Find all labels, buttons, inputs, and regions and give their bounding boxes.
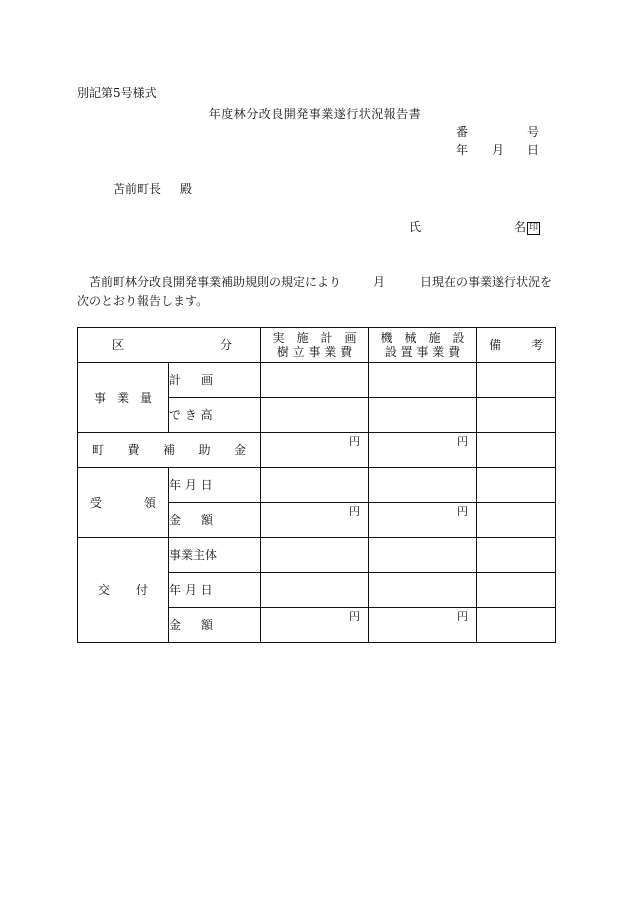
delivery-amount-cell-1[interactable]: [261, 608, 369, 643]
body-line-1-end: 日現在の事業遂行状況を: [420, 275, 553, 289]
subsidy-cell-3[interactable]: [477, 433, 556, 468]
yen-unit: 円: [457, 435, 468, 448]
addressee-honorific: 殿: [180, 182, 193, 196]
project-volume-label: 事 業 量: [78, 363, 169, 433]
delivery-label: 交 付: [78, 538, 169, 643]
table-row: [78, 468, 556, 503]
receipt-amount-label: 金 額: [169, 503, 261, 538]
number-label: 番: [456, 125, 469, 139]
applicant-name-field: [514, 218, 540, 235]
yen-unit: 円: [457, 610, 468, 623]
report-table: [77, 327, 556, 643]
date-month-label: 月: [492, 143, 505, 157]
receipt-date-label: 年 月 日: [169, 468, 261, 503]
entity-cell-1[interactable]: [261, 538, 369, 573]
yen-unit: 円: [457, 505, 468, 518]
yen-unit: 円: [349, 610, 360, 623]
receipt-date-cell-3[interactable]: [477, 468, 556, 503]
delivery-date-cell-1[interactable]: [261, 573, 369, 608]
yen-unit: 円: [349, 505, 360, 518]
applicant-name-prefix: 氏: [409, 220, 422, 234]
header-remarks: 備 考: [477, 328, 556, 363]
delivery-date-cell-2[interactable]: [369, 573, 477, 608]
header-category: 区 分: [78, 328, 261, 363]
table-row: [78, 538, 556, 573]
addressee-name: 苫前町長: [113, 182, 162, 196]
receipt-date-cell-1[interactable]: [261, 468, 369, 503]
number-suffix: 号: [527, 125, 540, 139]
plan-label: 計 画: [169, 363, 261, 398]
entity-cell-2[interactable]: [369, 538, 477, 573]
receipt-amount-cell-2[interactable]: [369, 503, 477, 538]
plan-cell-1[interactable]: [261, 363, 369, 398]
date-year-label: 年: [456, 143, 469, 157]
yen-unit: 円: [349, 435, 360, 448]
receipt-amount-cell-1[interactable]: [261, 503, 369, 538]
delivery-date-cell-3[interactable]: [477, 573, 556, 608]
entity-cell-3[interactable]: [477, 538, 556, 573]
table-header-row: [78, 328, 556, 363]
form-number: 別記第5号様式: [77, 86, 157, 100]
body-month: 月: [373, 275, 386, 289]
receipt-amount-cell-3[interactable]: [477, 503, 556, 538]
delivery-amount-cell-3[interactable]: [477, 608, 556, 643]
actual-label: で き 高: [169, 398, 261, 433]
document-title: 年度林分改良開発事業遂行状況報告書: [208, 107, 422, 121]
table-row: [78, 433, 556, 468]
plan-cell-3[interactable]: [477, 363, 556, 398]
receipt-date-cell-2[interactable]: [369, 468, 477, 503]
body-line-2: 次のとおり報告します。: [77, 294, 209, 308]
subsidy-cell-1[interactable]: [261, 433, 369, 468]
body-line-1: 苫前町林分改良開発事業補助規則の規定により: [89, 275, 342, 289]
table-row: [78, 363, 556, 398]
plan-cell-2[interactable]: [369, 363, 477, 398]
actual-cell-3[interactable]: [477, 398, 556, 433]
seal-mark: 印: [529, 223, 539, 233]
actual-cell-1[interactable]: [261, 398, 369, 433]
delivery-amount-cell-2[interactable]: [369, 608, 477, 643]
applicant-name-suffix: 名: [514, 220, 527, 234]
date-day-label: 日: [527, 143, 540, 157]
header-plan-cost: 実 施 計 画 樹 立 事 業 費: [261, 328, 369, 363]
project-entity-label: 事業主体: [169, 538, 261, 573]
delivery-amount-label: 金 額: [169, 608, 261, 643]
actual-cell-2[interactable]: [369, 398, 477, 433]
header-machine-cost: 機 械 施 設 設 置 事 業 費: [369, 328, 477, 363]
subsidy-label: 町 費 補 助 金: [78, 433, 261, 468]
subsidy-cell-2[interactable]: [369, 433, 477, 468]
delivery-date-label: 年 月 日: [169, 573, 261, 608]
receipt-label: 受 領: [78, 468, 169, 538]
